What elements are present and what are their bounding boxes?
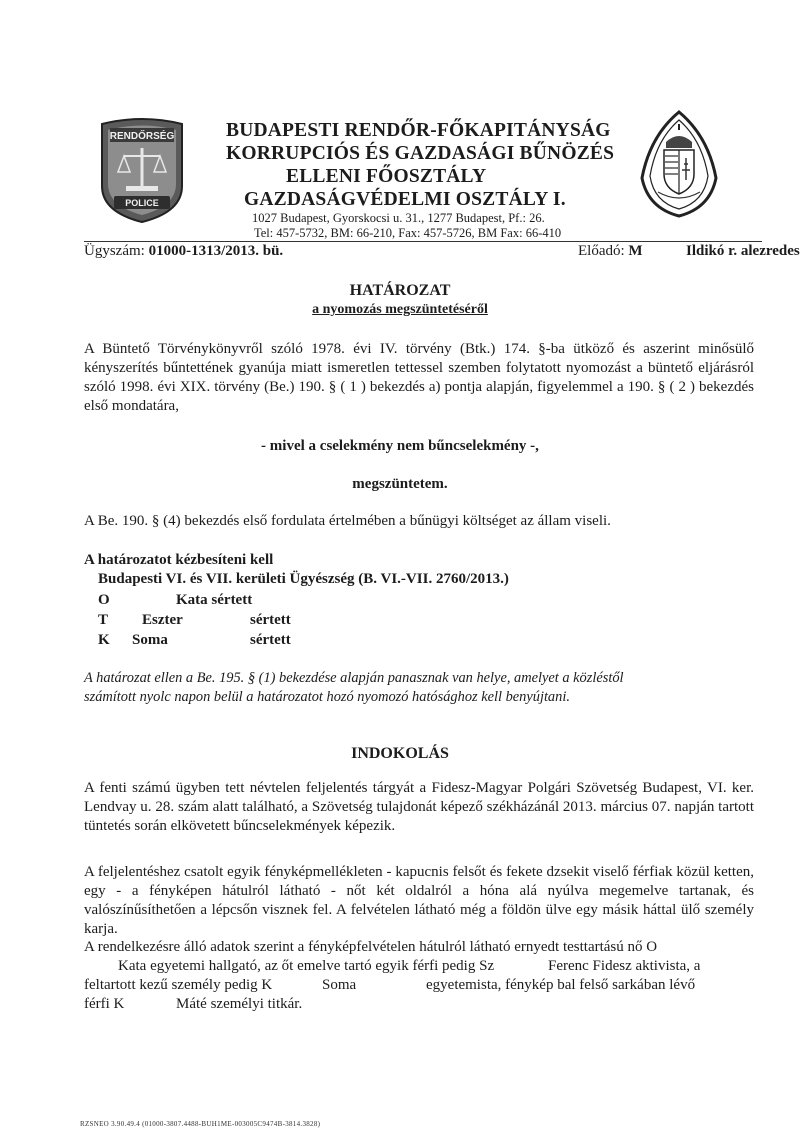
recipient-initial: O (98, 592, 110, 608)
appeal-notice-line-2: számított nyolc napon belül a határozatot hozó nyomozó hatósághoz kell benyújtani. (84, 689, 570, 705)
delivery-prosecutor: Budapesti VI. és VII. kerületi Ügyészség (B. VI.-VII. 2760/2013.) (98, 571, 509, 587)
reasoning-p3-line-1: A rendelkezésre álló adatok szerint a fényképfelvételen hátulról látható ernyedt testtartású nő O (84, 939, 658, 955)
decision-paragraph: A Büntető Törvénykönyvről szóló 1978. évi IV. törvény (Btk.) 174. §-ba ütköző és aszerint minősülő kényszerítés bűntettének gyanúja miatt ismeretlen tettessel szemben folytatott nyomozást a büntető eljárásról szóló 1998. évi XIX. törvény (Be.) 190. § ( 1 ) bekezdés a) pontja alapján, figyelemmel a 190. § ( 2 ) bekezdés első mondatára, (84, 341, 754, 414)
org-name-line-3: ELLENI FŐOSZTÁLY (286, 166, 487, 187)
costs-statement: A Be. 190. § (4) bekezdés első fordulata értelmében a bűnügyi költséget az állam viseli. (84, 513, 611, 529)
reasoning-p3-line-3a: feltartott kezű személy pedig K (84, 977, 273, 993)
reasoning-p3-line-2b: Ferenc Fidesz aktivista, a (548, 958, 701, 974)
org-address: 1027 Budapest, Gyorskocsi u. 31., 1277 Budapest, Pf.: 26. (252, 211, 545, 225)
police-badge-logo (96, 116, 188, 224)
badge-text-top: RENDŐRSÉG (109, 131, 175, 142)
recipient-name: Eszter (142, 612, 183, 628)
recipient-name: Soma (132, 632, 168, 648)
reasoning-p3-line-2a: Kata egyetemi hallgató, az őt emelve tartó egyik férfi pedig Sz (118, 958, 495, 974)
appeal-notice-line-1: A határozat ellen a Be. 195. § (1) bekezdése alapján panasznak van helye, amelyet a közléstől (84, 670, 624, 686)
delivery-heading: A határozatot kézbesíteni kell (84, 552, 274, 568)
reasoning-p3-line-3b: Soma (322, 977, 357, 993)
decision-subtitle: a nyomozás megszüntetéséről (312, 302, 488, 317)
recipient-initial: T (98, 612, 109, 628)
reasoning-paragraph-2: A feljelentéshez csatolt egyik fényképmellékleten - kapucnis felsőt és fekete dzsekit viselő férfiak közül ketten, egy - a fényképen hátulról látható - nőt két oldalról a hóna alá nyúlva megemelve tartanak, és valószínűsíthetően a lépcsőn visznek fel. A felvételen látható még a földön ülve egy másik háttal ülő személy karja. (84, 864, 754, 937)
badge-text-bottom: POLICE (125, 198, 159, 208)
org-name-line-4: GAZDASÁGVÉDELMI OSZTÁLY I. (244, 189, 566, 210)
decision-reason: - mivel a cselekmény nem bűncselekmény -, (261, 438, 539, 454)
org-name-line-2: KORRUPCIÓS ÉS GAZDASÁGI BŰNÖZÉS (226, 143, 615, 164)
recipient-role: sértett (250, 612, 291, 628)
org-name-line-1: BUDAPESTI RENDŐR-FŐKAPITÁNYSÁG (226, 120, 611, 141)
reasoning-paragraph-1: A fenti számú ügyben tett névtelen feljelentés tárgyát a Fidesz-Magyar Polgári Szövetség Budapest, VI. ker. Lendvay u. 28. szám alatt található, a Szövetség tulajdonát képező székházánál 2013. március 07. napján tartott tüntetés során elkövetett bűncselekmények képezik. (84, 780, 754, 834)
org-phones: Tel: 457-5732, BM: 66-210, Fax: 457-5726, BM Fax: 66-410 (254, 226, 562, 240)
reasoning-title: INDOKOLÁS (351, 745, 449, 762)
header-divider (84, 241, 762, 242)
presenter: Előadó: M (578, 243, 643, 259)
reference-line (84, 243, 800, 263)
reasoning-p3-line-3c: egyetemista, fénykép bal felső sarkában lévő (426, 977, 696, 993)
recipient-initial: K (98, 632, 110, 648)
recipient-role: sértett (250, 632, 291, 648)
recipient-name: Kata sértett (176, 592, 253, 608)
document-footer-code: RZSNEO 3.90.49.4 (01000-3807.4488-BUH1ME-003005C9474B-3814.3828) (80, 1120, 321, 1128)
reasoning-p3-line-4a: férfi K (84, 996, 125, 1012)
decision-title: HATÁROZAT (349, 282, 451, 299)
case-number: Ügyszám: 01000-1313/2013. bü. (84, 243, 284, 259)
reasoning-p3-line-4b: Máté személyi titkár. (176, 996, 303, 1012)
decision-verdict: megszüntetem. (352, 476, 448, 492)
presenter-name: Ildikó r. alezredes (686, 243, 800, 259)
